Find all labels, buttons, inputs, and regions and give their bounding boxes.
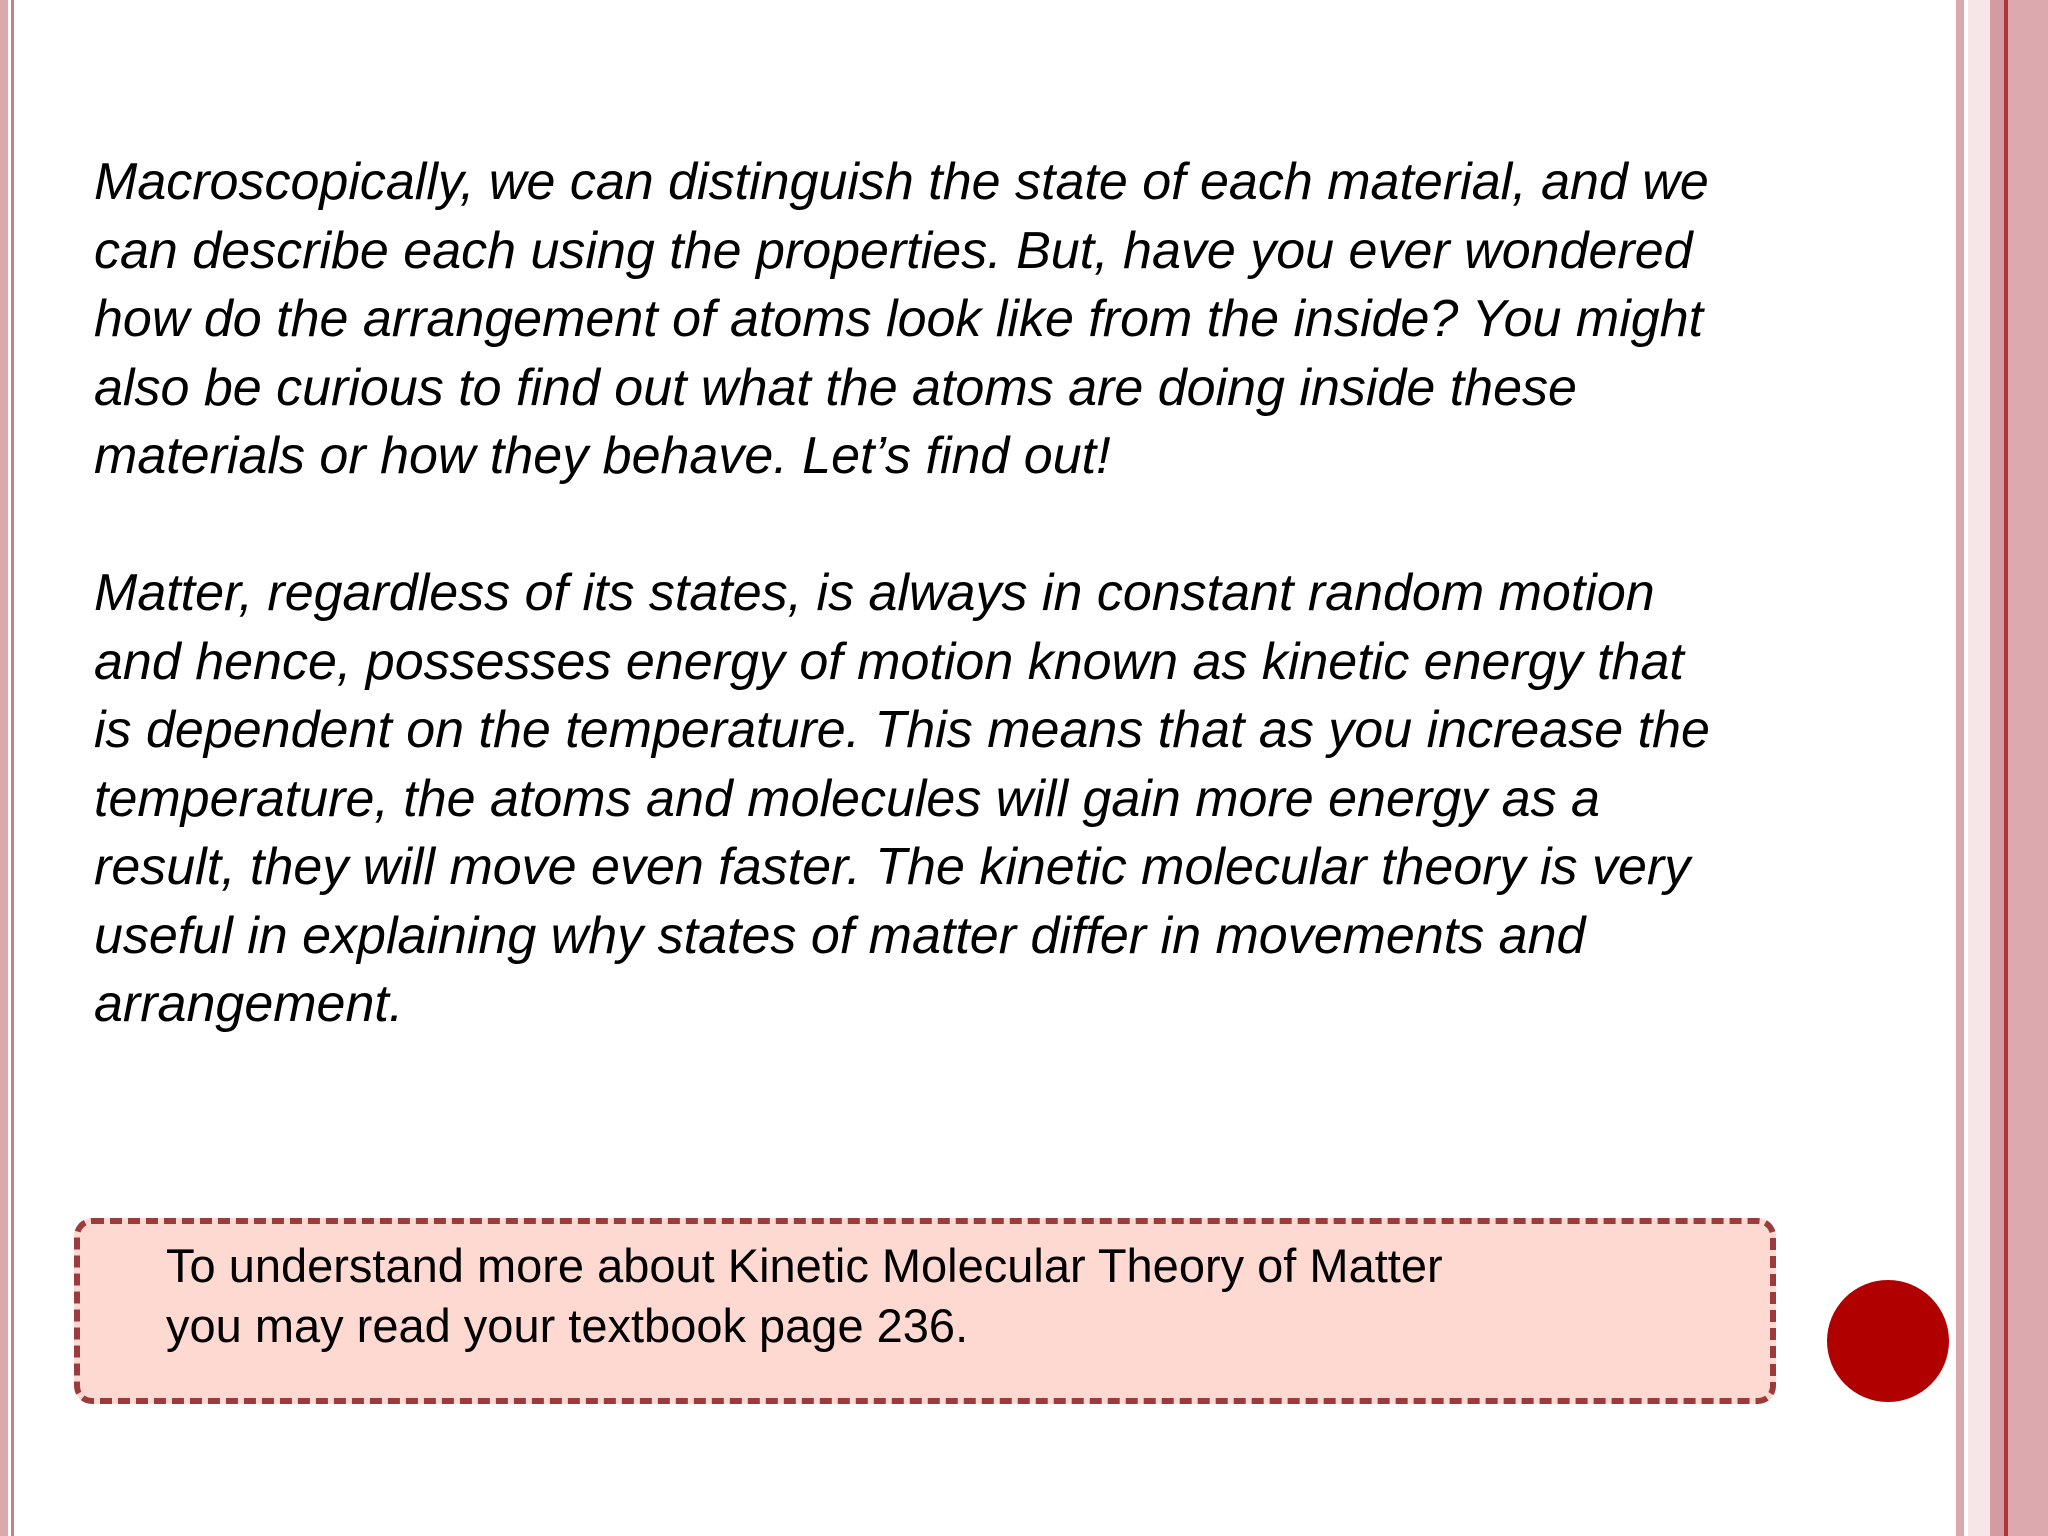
slide-body (94, 148, 1954, 1039)
kinetic-energy-paragraph: Matter, regardless of its states, is always in constant random motion and hence, possesses energy of motion known as kinetic energy that is dependent on the temperature. This means that as you increase the temperature, the atoms and molecules will gain more energy as a result, they will move even faster. The kinetic molecular theory is very useful in explaining why states of matter differ in movements and arrangement. (94, 564, 1710, 1033)
right-border-gap (1968, 0, 1990, 1536)
right-border-edge (2008, 0, 2048, 1536)
right-border-band (1990, 0, 2004, 1536)
left-border-stripe (0, 0, 8, 1536)
textbook-note-text: To understand more about Kinetic Molecular Theory of Matter you may read your textbook page 236. (166, 1239, 1443, 1352)
red-circle-icon (1827, 1280, 1949, 1402)
left-border-line (11, 0, 14, 1536)
intro-paragraph: Macroscopically, we can distinguish the state of each material, and we can describe each using the properties. But, have you ever wondered how do the arrangement of atoms look like from the inside? You might also be curious to find out what the atoms are doing inside these materials or how they behave. Let’s find out! (94, 153, 1709, 485)
right-border-stripe (1956, 0, 1964, 1536)
textbook-note-box (74, 1218, 1776, 1404)
